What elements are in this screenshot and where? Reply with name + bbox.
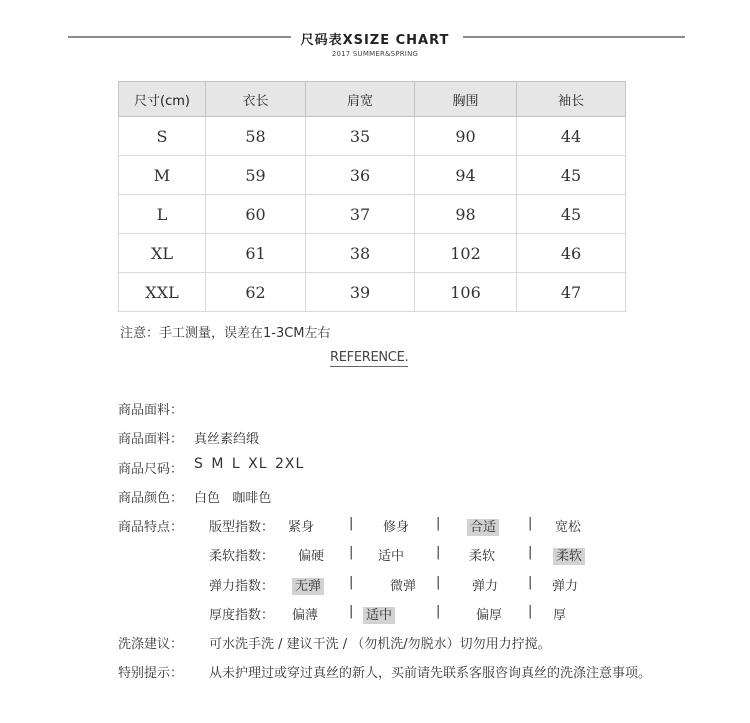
feature-label: 商品特点： — [118, 520, 184, 535]
feature-option — [292, 604, 318, 623]
size-label: 商品尺码： — [118, 462, 184, 477]
feature-option — [363, 604, 395, 623]
feature-name: 版型指数： — [209, 520, 275, 535]
separator: | — [436, 545, 441, 560]
color-value: 白色 咖啡色 — [194, 491, 272, 506]
feature-option — [472, 575, 498, 594]
separator: | — [436, 604, 441, 619]
table-header-row — [119, 82, 626, 117]
feature-option-label: 柔软 — [469, 549, 496, 564]
feature-option-label: 修身 — [383, 520, 410, 535]
table-cell: 61 — [206, 234, 306, 273]
table-cell: L — [119, 195, 206, 234]
fabric-value: 真丝素绉缎 — [194, 432, 260, 447]
wash-label: 洗涤建议： — [118, 637, 184, 652]
feature-option — [469, 545, 495, 564]
table-row — [119, 195, 626, 234]
table-cell: XXL — [119, 273, 206, 312]
table-row — [119, 156, 626, 195]
table-cell: 90 — [415, 117, 517, 156]
column-header: 胸围 — [415, 82, 517, 117]
table-row — [119, 273, 626, 312]
feature-option — [467, 516, 499, 535]
table-cell: 45 — [517, 195, 626, 234]
separator: | — [528, 604, 533, 619]
table-cell: 106 — [415, 273, 517, 312]
feature-option — [553, 604, 566, 623]
feature-option — [378, 545, 404, 564]
table-cell: 45 — [517, 156, 626, 195]
reference-label: REFERENCE. — [330, 350, 409, 365]
feature-option-label: 微弹 — [390, 579, 417, 594]
separator: | — [349, 516, 354, 531]
feature-option — [552, 575, 578, 594]
tips-value: 从未护理过或穿过真丝的新人，买前请先联系客服咨询真丝的洗涤注意事项。 — [209, 666, 652, 681]
feature-name: 厚度指数： — [209, 608, 275, 623]
color-label: 商品颜色： — [118, 491, 184, 506]
feature-option-label: 偏厚 — [476, 608, 503, 623]
feature-option-label: 无弹 — [292, 578, 324, 595]
column-header: 袖长 — [517, 82, 626, 117]
table-cell: 59 — [206, 156, 306, 195]
table-cell: 102 — [415, 234, 517, 273]
separator: | — [436, 516, 441, 531]
feature-option — [390, 575, 416, 594]
feature-name: 弹力指数： — [209, 579, 275, 594]
feature-option — [555, 516, 581, 535]
feature-option — [553, 545, 585, 564]
separator: | — [349, 545, 354, 560]
size-value: S M L XL 2XL — [194, 456, 305, 472]
table-cell: 46 — [517, 234, 626, 273]
table-cell: 44 — [517, 117, 626, 156]
table-cell: 35 — [306, 117, 415, 156]
feature-option-label: 偏硬 — [298, 549, 325, 564]
separator: | — [528, 545, 533, 560]
feature-name: 柔软指数： — [209, 549, 275, 564]
table-cell: 60 — [206, 195, 306, 234]
table-cell: 98 — [415, 195, 517, 234]
separator: | — [528, 575, 533, 590]
size-chart-table — [118, 81, 626, 312]
table-row — [119, 234, 626, 273]
feature-option-label: 厚 — [553, 608, 567, 623]
separator: | — [349, 575, 354, 590]
feature-option-label: 适中 — [378, 549, 405, 564]
page-title: 尺码表XSIZE CHART — [300, 33, 450, 48]
feature-option-label: 宽松 — [555, 520, 582, 535]
feature-option-label: 弹力 — [552, 579, 579, 594]
feature-option — [298, 545, 324, 564]
measurement-note: 注意：手工测量，误差在1-3CM左右 — [120, 326, 331, 341]
wash-value: 可水洗手洗 / 建议干洗 / （勿机洗/勿脱水）切勿用力拧搅。 — [209, 637, 551, 652]
table-cell: 58 — [206, 117, 306, 156]
table-row — [119, 117, 626, 156]
separator: | — [349, 604, 354, 619]
feature-option — [292, 575, 324, 594]
fabric-label-2: 商品面料： — [118, 432, 184, 447]
feature-option — [383, 516, 409, 535]
table-cell: 39 — [306, 273, 415, 312]
table-cell: 36 — [306, 156, 415, 195]
feature-option-label: 弹力 — [472, 579, 499, 594]
table-cell: 38 — [306, 234, 415, 273]
table-cell: S — [119, 117, 206, 156]
table-cell: 47 — [517, 273, 626, 312]
feature-option — [288, 516, 314, 535]
feature-option-label: 偏薄 — [292, 608, 319, 623]
page-subtitle: 2017 SUMMER&SPRING — [331, 50, 419, 58]
column-header: 尺寸(cm) — [119, 82, 206, 117]
fabric-label-1: 商品面料： — [118, 403, 184, 418]
feature-option — [476, 604, 502, 623]
feature-option-label: 柔软 — [553, 548, 585, 565]
table-cell: XL — [119, 234, 206, 273]
tips-label: 特别提示： — [118, 666, 184, 681]
column-header: 肩宽 — [306, 82, 415, 117]
separator: | — [528, 516, 533, 531]
feature-option-label: 紧身 — [288, 520, 315, 535]
column-header: 衣长 — [206, 82, 306, 117]
separator: | — [436, 575, 441, 590]
table-cell: 62 — [206, 273, 306, 312]
table-cell: 94 — [415, 156, 517, 195]
feature-option-label: 适中 — [363, 607, 395, 624]
feature-option-label: 合适 — [467, 519, 499, 536]
table-cell: 37 — [306, 195, 415, 234]
table-cell: M — [119, 156, 206, 195]
